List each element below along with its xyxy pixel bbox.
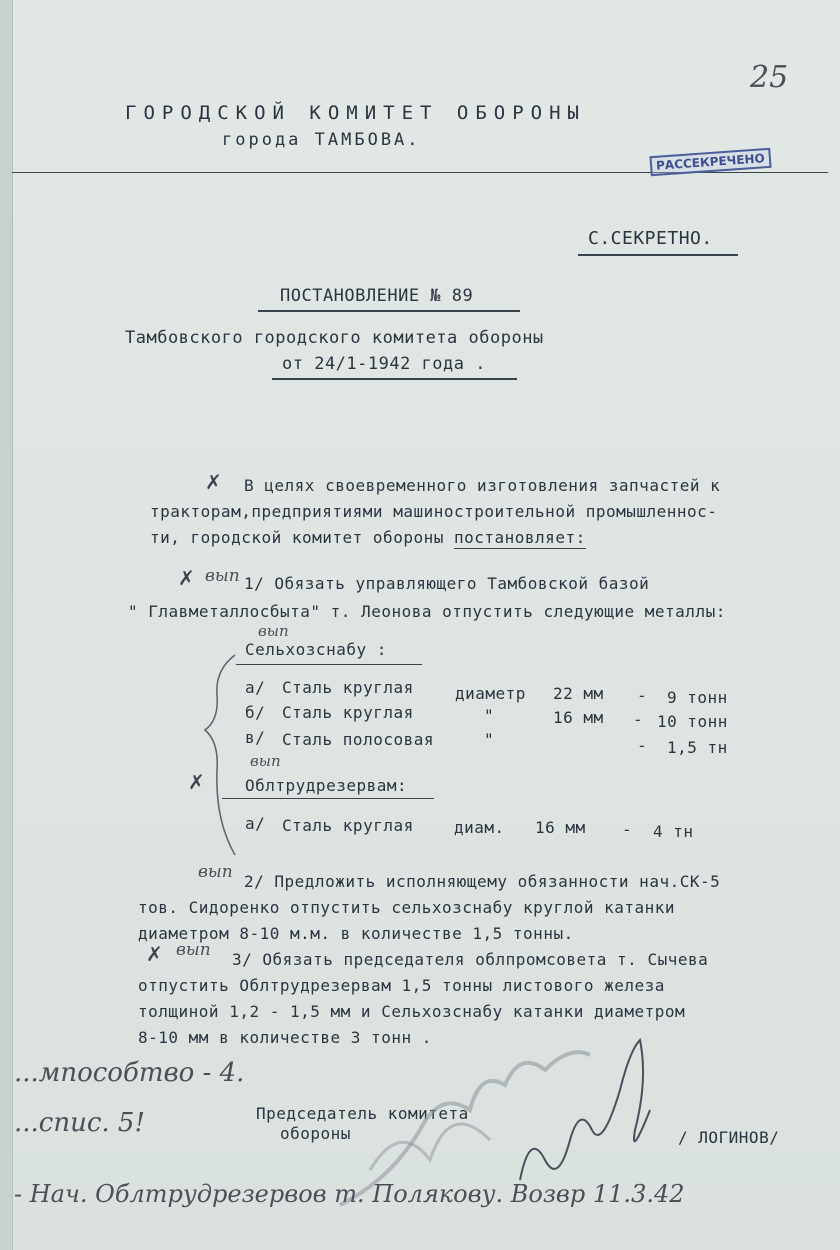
date-underline	[272, 378, 517, 380]
item2-line-2: тов. Сидоренко отпустить сельхозснабу круглой катанки	[138, 898, 676, 917]
check-mark-icon: ✗	[178, 566, 195, 590]
signature-title-line-2: обороны	[280, 1124, 351, 1143]
margin-note-vyp: вып	[258, 622, 289, 640]
classification-underline	[578, 254, 738, 256]
decree-underline	[258, 310, 520, 312]
item2-line-1: 2/ Предложить исполняющему обязанности нач.СК-5	[244, 872, 721, 891]
item3-line-1: 3/ Обязать председателя облпромсовета т. Сычева	[232, 950, 709, 969]
item2-line-3: диаметром 8-10 м.м. в количестве 1,5 тонны.	[138, 924, 574, 943]
group1-label: Сельхозснабу :	[245, 640, 387, 659]
decree-issuer: Тамбовского городского комитета обороны	[125, 328, 544, 348]
group2-underline	[222, 798, 434, 799]
header-city: города ТАМБОВА.	[222, 130, 421, 150]
item1-line-1: 1/ Обязать управляющего Тамбовской базой	[244, 574, 650, 593]
margin-note-handwritten: ...спис. 5!	[14, 1108, 145, 1138]
group1-underline	[236, 664, 422, 665]
preamble-line-2: тракторам,предприятиями машиностроительной промышленнос-	[150, 502, 718, 521]
item3-line-3: толщиной 1,2 - 1,5 мм и Сельхозснабу катанки диаметром	[138, 1002, 686, 1021]
preamble-line-3: ти, городской комитет обороны постановляет:	[150, 528, 586, 547]
brace-mark	[195, 650, 245, 865]
preamble-resolves: постановляет:	[453, 528, 586, 547]
decree-title: ПОСТАНОВЛЕНИЕ № 89	[280, 286, 474, 306]
margin-note-vyp: вып	[250, 752, 281, 770]
margin-note-vyp: вып	[205, 566, 240, 586]
bottom-handwritten-note: - Нач. Облтрудрезервов т. Полякову. Возвр 11.3.42	[14, 1180, 685, 1208]
margin-note-vyp: вып	[176, 940, 211, 960]
signatory-name: / ЛОГИНОВ/	[678, 1128, 780, 1147]
binding-edge	[0, 0, 13, 1250]
classification-label: С.СЕКРЕТНО.	[588, 228, 713, 249]
group2-label: Облтрудрезервам:	[245, 776, 408, 795]
margin-note-vyp: вып	[198, 862, 233, 882]
signature-title-line-1: Председатель комитета	[256, 1104, 469, 1123]
item1-line-2: " Главметаллосбыта" т. Леонова отпустить следующие металлы:	[128, 602, 726, 621]
item3-line-4: 8-10 мм в количестве 3 тонн .	[138, 1028, 432, 1047]
page-number: 25	[750, 60, 789, 95]
margin-note-handwritten: ...мпособтво - 4.	[14, 1058, 245, 1088]
declassified-stamp: РАССЕКРЕЧЕНО	[649, 148, 771, 176]
decree-date: от 24/1-1942 года .	[282, 354, 486, 374]
check-mark-icon: ✗	[146, 942, 163, 966]
preamble-line-1: В целях своевременного изготовления запчастей к	[244, 476, 721, 495]
check-mark-icon: ✗	[205, 470, 222, 494]
check-mark-icon: ✗	[188, 770, 205, 794]
header-committee: ГОРОДСКОЙ КОМИТЕТ ОБОРОНЫ	[125, 102, 586, 124]
item3-line-2: отпустить Облтрудрезервам 1,5 тонны листового железа	[138, 976, 665, 995]
